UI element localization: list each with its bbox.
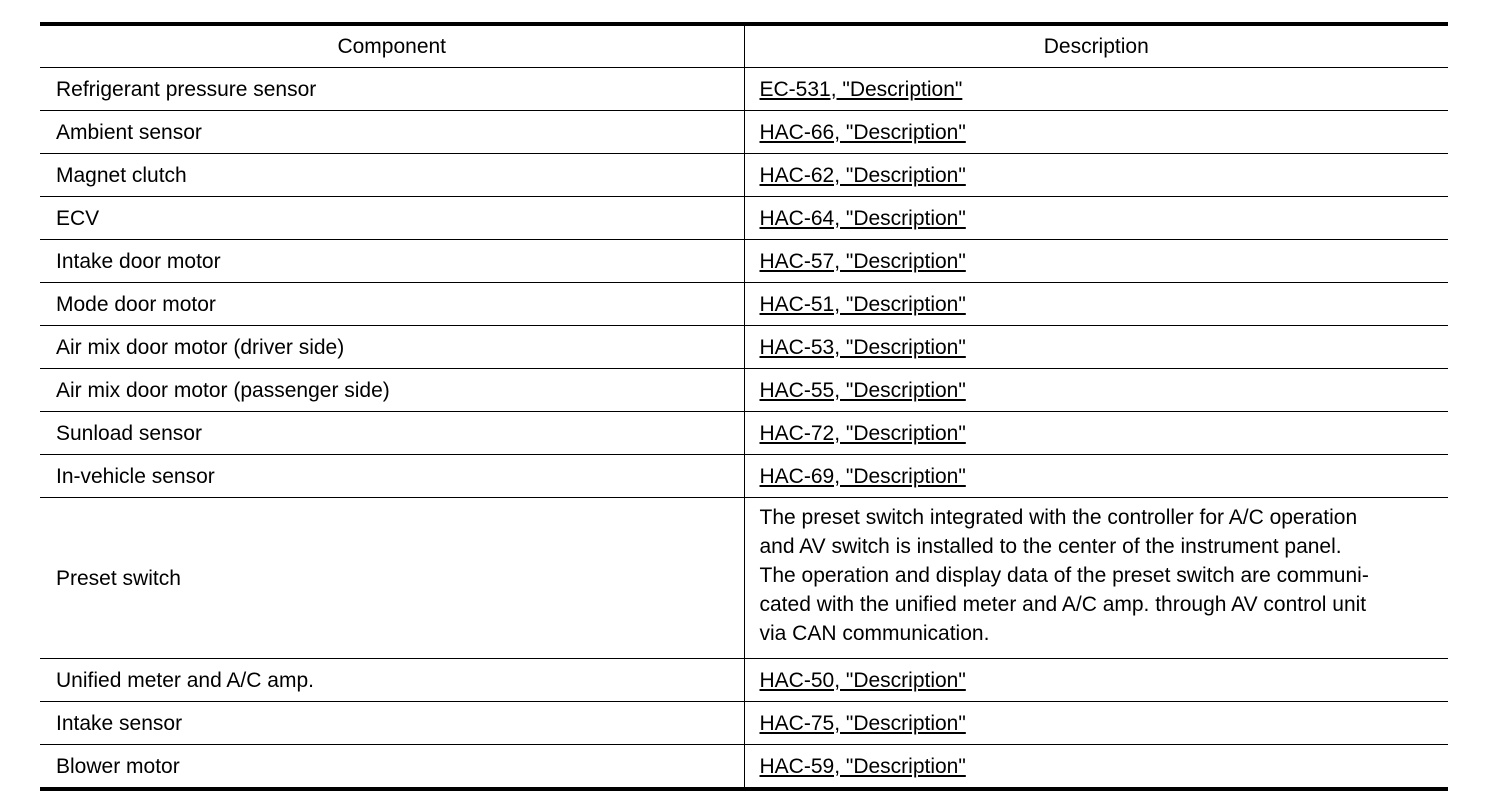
- reference-link[interactable]: HAC-66, "Description": [759, 120, 966, 144]
- table-row: [40, 498, 1448, 659]
- reference-link[interactable]: EC-531, "Description": [759, 77, 963, 101]
- description-paragraph: [744, 498, 1448, 659]
- table-row: [40, 745, 1448, 790]
- description-line: and AV switch is installed to the center of the instrument panel.: [759, 535, 1342, 558]
- description-cell: [744, 154, 1448, 197]
- description-cell: [744, 111, 1448, 154]
- table-row: [40, 154, 1448, 197]
- table-row: [40, 283, 1448, 326]
- component-cell: Magnet clutch: [40, 154, 744, 197]
- component-cell: In-vehicle sensor: [40, 455, 744, 498]
- table-row: [40, 702, 1448, 745]
- description-line: The preset switch integrated with the controller for A/C operation: [759, 506, 1358, 529]
- reference-link[interactable]: HAC-53, "Description": [759, 335, 966, 359]
- description-cell: [744, 745, 1448, 790]
- description-cell: [744, 412, 1448, 455]
- table-row: [40, 659, 1448, 702]
- header-description: Description: [744, 24, 1448, 68]
- description-line: via CAN communication.: [759, 622, 990, 645]
- header-row: [40, 24, 1448, 68]
- component-cell: Mode door motor: [40, 283, 744, 326]
- component-cell: Refrigerant pressure sensor: [40, 68, 744, 111]
- reference-link[interactable]: HAC-75, "Description": [759, 711, 966, 735]
- table-row: [40, 326, 1448, 369]
- description-cell: [744, 369, 1448, 412]
- description-cell: [744, 659, 1448, 702]
- table-row: [40, 455, 1448, 498]
- description-cell: [744, 702, 1448, 745]
- description-cell: [744, 68, 1448, 111]
- table-row: [40, 412, 1448, 455]
- description-line: The operation and display data of the preset switch are communi-: [759, 564, 1369, 587]
- table-row: [40, 369, 1448, 412]
- component-cell: Intake door motor: [40, 240, 744, 283]
- component-description-table: [40, 22, 1448, 791]
- reference-link[interactable]: HAC-55, "Description": [759, 378, 966, 402]
- component-cell: Intake sensor: [40, 702, 744, 745]
- component-cell: Unified meter and A/C amp.: [40, 659, 744, 702]
- component-cell: Sunload sensor: [40, 412, 744, 455]
- reference-link[interactable]: HAC-50, "Description": [759, 668, 966, 692]
- component-cell: Ambient sensor: [40, 111, 744, 154]
- reference-link[interactable]: HAC-51, "Description": [759, 292, 966, 316]
- table-row: [40, 111, 1448, 154]
- reference-link[interactable]: HAC-64, "Description": [759, 206, 966, 230]
- component-cell: Blower motor: [56, 754, 180, 778]
- component-cell: ECV: [40, 197, 744, 240]
- description-cell: [744, 326, 1448, 369]
- component-cell: Preset switch: [40, 498, 744, 659]
- reference-link[interactable]: HAC-62, "Description": [759, 163, 966, 187]
- reference-link[interactable]: HAC-72, "Description": [759, 421, 966, 445]
- description-cell: [744, 283, 1448, 326]
- table-row: [40, 68, 1448, 111]
- description-cell: [744, 197, 1448, 240]
- component-cell: Air mix door motor (driver side): [40, 326, 744, 369]
- reference-link[interactable]: HAC-57, "Description": [759, 249, 966, 273]
- reference-link[interactable]: HAC-59, "Description": [759, 754, 966, 778]
- table-row: [40, 197, 1448, 240]
- component-cell: Air mix door motor (passenger side): [40, 369, 744, 412]
- table-row: [40, 240, 1448, 283]
- description-cell: [744, 455, 1448, 498]
- header-component: Component: [40, 24, 744, 68]
- description-line: cated with the unified meter and A/C amp. through AV control unit: [759, 593, 1367, 616]
- description-cell: [744, 240, 1448, 283]
- reference-link[interactable]: HAC-69, "Description": [759, 464, 966, 488]
